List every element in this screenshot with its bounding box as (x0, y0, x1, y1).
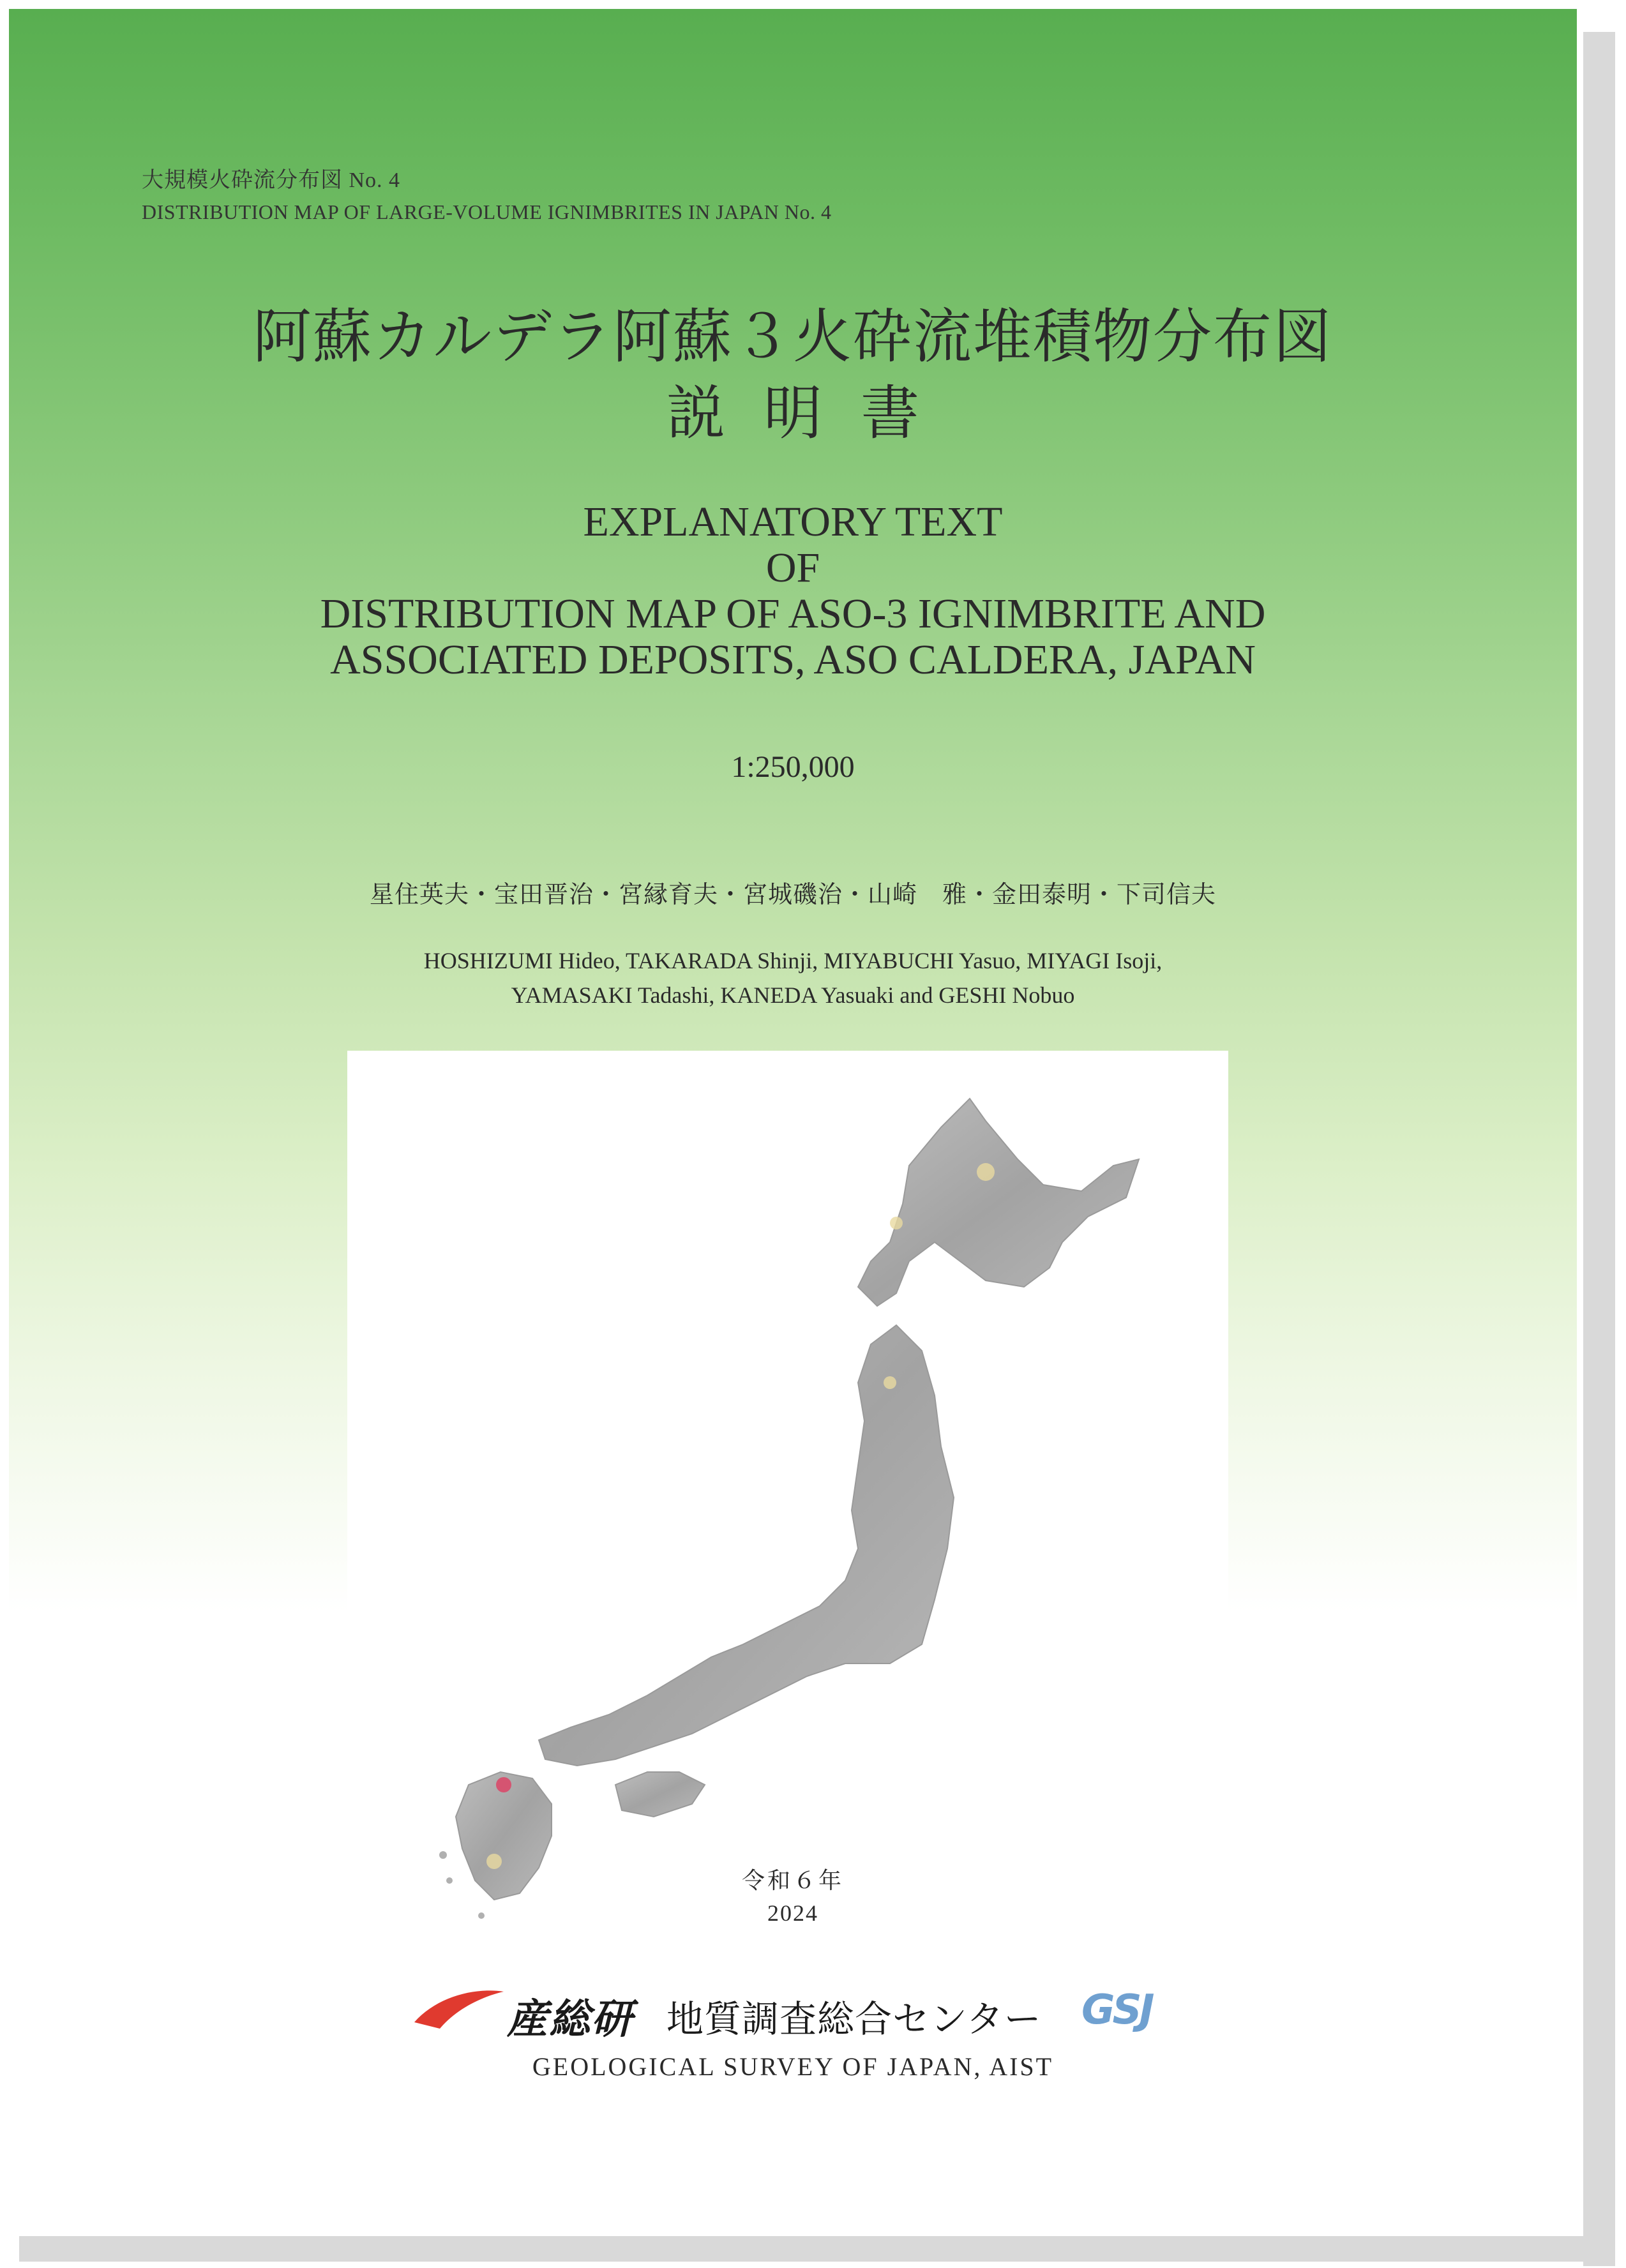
page-shadow-bottom (19, 2236, 1615, 2262)
authors-en-line2: YAMASAKI Tadashi, KANEDA Yasuaki and GESHI Nobuo (511, 982, 1075, 1008)
page-shadow-right (1583, 32, 1615, 2266)
publication-year: 2024 (767, 1900, 818, 1926)
main-title-en-line4: ASSOCIATED DEPOSITS, ASO CALDERA, JAPAN (330, 636, 1256, 683)
caldera-marker (977, 1163, 995, 1181)
gsj-center-name: 地質調査総合センター (666, 1997, 1042, 2041)
series-title-en: DISTRIBUTION MAP OF LARGE-VOLUME IGNIMBRITES IN JAPAN No. 4 (142, 200, 832, 223)
aso-caldera-marker (496, 1777, 511, 1792)
main-title-en-line3: DISTRIBUTION MAP OF ASO-3 IGNIMBRITE AND (320, 590, 1266, 637)
main-title-en-line1: EXPLANATORY TEXT (583, 499, 1003, 545)
aist-swoosh-icon (411, 1984, 507, 2035)
publisher-name-en: GEOLOGICAL SURVEY OF JAPAN, AIST (532, 2052, 1054, 2081)
shikoku-shape (615, 1772, 705, 1817)
japan-map-image (347, 1051, 1228, 1919)
main-title-jp: 阿蘇カルデラ阿蘇３火砕流堆積物分布図 (252, 304, 1333, 370)
publisher-logo-row (411, 1980, 1177, 2050)
caldera-marker (884, 1376, 896, 1389)
hokkaido-shape (858, 1099, 1139, 1306)
island-shape (439, 1851, 447, 1859)
authors-en-line1: HOSHIZUMI Hideo, TAKARADA Shinji, MIYABUCHI Yasuo, MIYAGI Isoji, (423, 948, 1163, 973)
main-title-jp-subtitle: 説明書 (666, 381, 958, 446)
caldera-marker (890, 1217, 903, 1229)
honshu-shape (539, 1325, 954, 1766)
cover-page (9, 9, 1577, 2236)
gsj-logo: GSJ (1081, 1986, 1152, 2034)
series-title-jp: 大規模火砕流分布図 No. 4 (142, 169, 401, 192)
authors-jp: 星住英夫・宝田晋治・宮縁育夫・宮城磯治・山崎 雅・金田泰明・下司信夫 (369, 882, 1216, 908)
main-title-en-line2: OF (765, 544, 820, 591)
map-scale: 1:250,000 (731, 750, 855, 784)
japan-map-illustration (347, 1051, 1228, 1919)
publication-era: 令和６年 (741, 1868, 844, 1893)
aist-logo-text: 産総研 (507, 1996, 633, 2043)
